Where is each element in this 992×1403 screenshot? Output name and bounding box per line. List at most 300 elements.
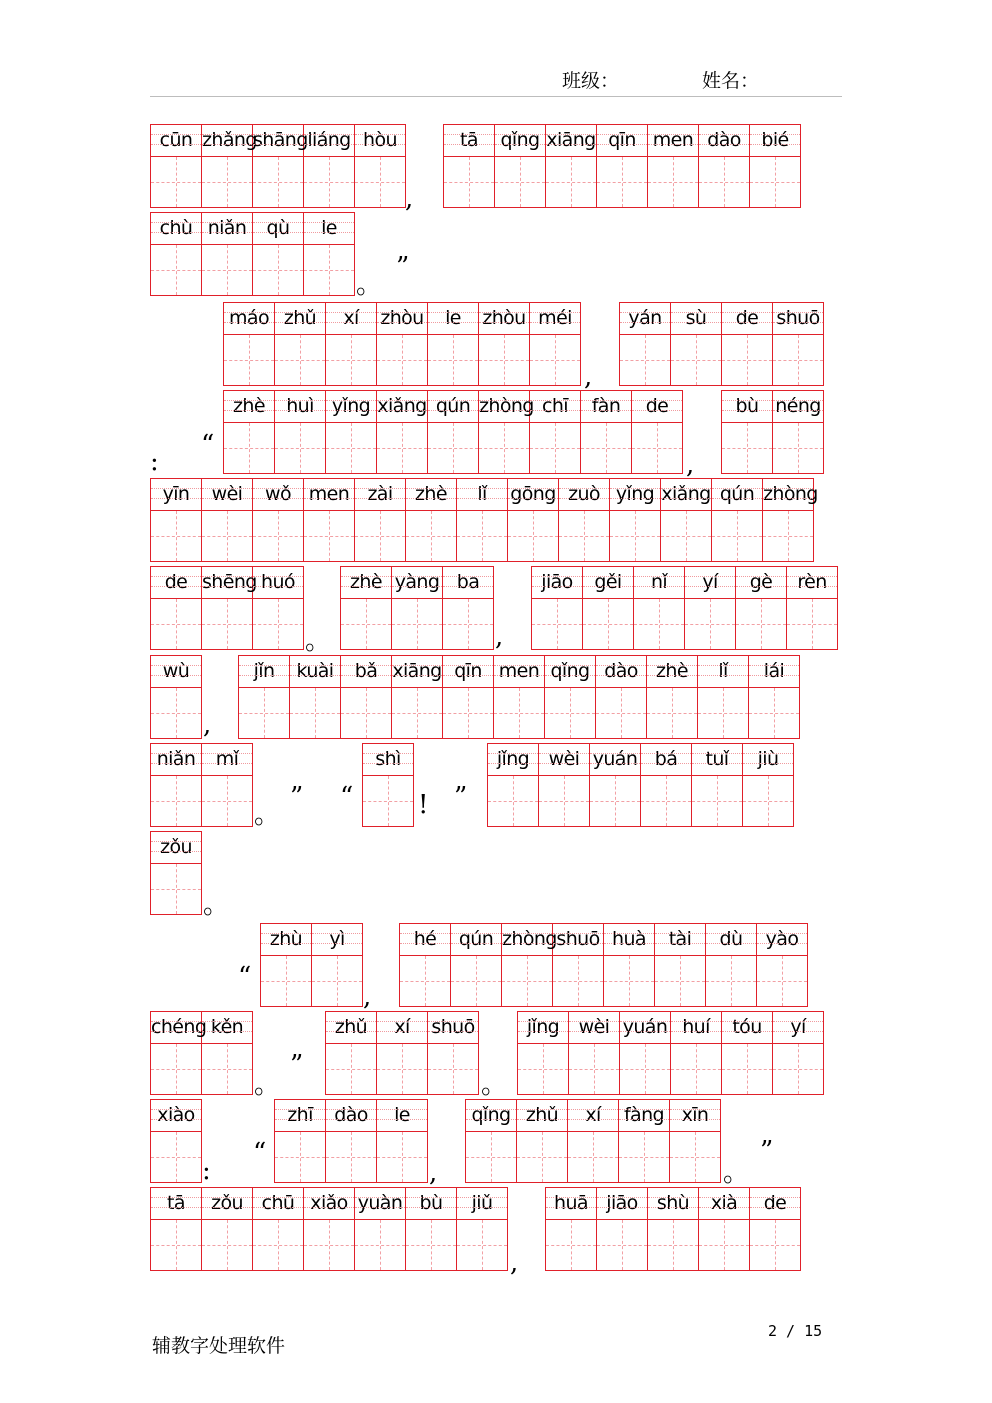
pinyin-syllable: qún xyxy=(428,391,478,421)
character-cell xyxy=(787,566,838,650)
punctuation-mark: 。 xyxy=(481,1070,508,1100)
character-cell xyxy=(326,1011,377,1095)
character-cell xyxy=(479,302,530,386)
pinyin-syllable: yǐng xyxy=(610,479,660,509)
pinyin-syllable: qǐng xyxy=(466,1100,516,1130)
pinyin-syllable: kěn xyxy=(202,1012,252,1042)
pinyin-syllable: bá xyxy=(641,744,691,774)
pinyin-syllable: xià xyxy=(699,1188,749,1218)
pinyin-syllable: le xyxy=(304,213,354,243)
character-cell xyxy=(202,1011,253,1095)
pinyin-syllable: zǒu xyxy=(151,832,201,862)
hanzi-writing-box xyxy=(457,510,507,561)
hanzi-writing-box xyxy=(648,1219,698,1270)
hanzi-writing-box xyxy=(532,598,582,649)
character-cell xyxy=(151,212,202,296)
hanzi-writing-box xyxy=(443,687,493,738)
pinyin-syllable: niǎn xyxy=(151,744,201,774)
tianzige-block xyxy=(325,1011,479,1095)
punctuation-mark: “ xyxy=(340,782,354,812)
character-cell xyxy=(253,478,304,562)
hanzi-writing-box xyxy=(326,334,376,385)
hanzi-writing-box xyxy=(377,422,427,473)
tianzige-block xyxy=(150,212,355,296)
tianzige-block xyxy=(545,1187,801,1271)
pinyin-syllable: fàng xyxy=(619,1100,669,1130)
hanzi-writing-box xyxy=(151,244,201,295)
character-cell xyxy=(670,1099,721,1183)
hanzi-writing-box xyxy=(712,510,762,561)
hanzi-writing-box xyxy=(722,422,772,473)
pinyin-syllable: wèi xyxy=(539,744,589,774)
pinyin-syllable: yàng xyxy=(392,567,442,597)
hanzi-writing-box xyxy=(253,598,303,649)
character-cell xyxy=(341,566,392,650)
character-cell xyxy=(706,923,757,1007)
hanzi-writing-box xyxy=(518,1043,568,1094)
pinyin-syllable: xiǎng xyxy=(661,479,711,509)
pinyin-syllable: jiǔ xyxy=(457,1188,507,1218)
hanzi-writing-box xyxy=(619,1131,669,1182)
pinyin-syllable: zhòu xyxy=(479,303,529,333)
character-cell xyxy=(722,1011,773,1095)
character-cell xyxy=(641,743,692,827)
pinyin-syllable: tài xyxy=(655,924,705,954)
character-cell xyxy=(502,923,557,1007)
pinyin-syllable: chū xyxy=(253,1188,303,1218)
hanzi-writing-box xyxy=(151,1219,201,1270)
tianzige-block xyxy=(517,1011,824,1095)
pinyin-syllable: gōng xyxy=(508,479,558,509)
pinyin-syllable: gěi xyxy=(583,567,633,597)
pinyin-syllable: xiāng xyxy=(392,656,442,686)
pinyin-syllable: huā xyxy=(546,1188,596,1218)
character-cell xyxy=(647,655,698,739)
pinyin-syllable: máo xyxy=(224,303,274,333)
hanzi-writing-box xyxy=(495,156,545,207)
pinyin-syllable: jiāo xyxy=(597,1188,647,1218)
character-cell xyxy=(326,390,377,474)
pinyin-syllable: zhǔ xyxy=(326,1012,376,1042)
character-cell xyxy=(275,302,326,386)
hanzi-writing-box xyxy=(202,1219,252,1270)
character-cell xyxy=(224,302,275,386)
pinyin-syllable: shuō xyxy=(553,924,603,954)
character-cell xyxy=(750,1187,801,1271)
punctuation-mark: “ xyxy=(201,430,215,460)
pinyin-syllable: chī xyxy=(530,391,580,421)
character-cell xyxy=(253,212,304,296)
character-cell xyxy=(253,566,304,650)
character-cell xyxy=(202,212,253,296)
character-cell xyxy=(773,1011,824,1095)
punctuation-mark: ” xyxy=(396,252,410,282)
character-cell xyxy=(699,124,750,208)
pinyin-syllable: tā xyxy=(151,1188,201,1218)
character-cell xyxy=(428,390,479,474)
tianzige-block xyxy=(150,1099,202,1183)
hanzi-writing-box xyxy=(224,422,274,473)
character-cell xyxy=(596,655,647,739)
character-cell xyxy=(517,1099,568,1183)
punctuation-mark: ” xyxy=(454,782,468,812)
hanzi-writing-box xyxy=(151,510,201,561)
pinyin-syllable: tóu xyxy=(722,1012,772,1042)
character-cell xyxy=(444,124,495,208)
tianzige-block xyxy=(260,923,363,1007)
pinyin-syllable: zhòng xyxy=(502,924,552,954)
hanzi-writing-box xyxy=(151,863,201,914)
pinyin-syllable: xiǎng xyxy=(377,391,427,421)
hanzi-writing-box xyxy=(648,156,698,207)
hanzi-writing-box xyxy=(620,1043,670,1094)
character-cell xyxy=(312,923,363,1007)
pinyin-syllable: yuàn xyxy=(355,1188,405,1218)
hanzi-writing-box xyxy=(326,1131,376,1182)
character-cell xyxy=(757,923,808,1007)
character-cell xyxy=(377,1011,428,1095)
pinyin-syllable: wèi xyxy=(202,479,252,509)
punctuation-mark: , xyxy=(429,1158,438,1188)
pinyin-syllable: zhī xyxy=(275,1100,325,1130)
hanzi-writing-box xyxy=(530,334,580,385)
hanzi-writing-box xyxy=(596,687,646,738)
character-cell xyxy=(151,1099,202,1183)
pinyin-syllable: shāng xyxy=(253,125,303,155)
hanzi-writing-box xyxy=(151,687,201,738)
pinyin-syllable: gè xyxy=(736,567,786,597)
character-cell xyxy=(508,478,559,562)
character-cell xyxy=(261,923,312,1007)
character-cell xyxy=(530,390,581,474)
pinyin-syllable: zhòng xyxy=(763,479,813,509)
character-cell xyxy=(545,655,596,739)
tianzige-block xyxy=(150,1187,508,1271)
character-cell xyxy=(151,1187,202,1271)
hanzi-writing-box xyxy=(553,955,603,1006)
tianzige-block xyxy=(362,743,414,827)
hanzi-writing-box xyxy=(253,510,303,561)
character-cell xyxy=(275,390,326,474)
character-cell xyxy=(610,478,661,562)
pinyin-syllable: de xyxy=(750,1188,800,1218)
pinyin-syllable: méi xyxy=(530,303,580,333)
punctuation-mark: , xyxy=(495,622,504,652)
pinyin-syllable: yuán xyxy=(620,1012,670,1042)
pinyin-syllable: chéng xyxy=(151,1012,201,1042)
hanzi-writing-box xyxy=(392,598,442,649)
pinyin-syllable: zhè xyxy=(647,656,697,686)
pinyin-syllable: zhòu xyxy=(377,303,427,333)
pinyin-syllable: wǒ xyxy=(253,479,303,509)
punctuation-mark: ! xyxy=(418,790,429,820)
tianzige-block xyxy=(150,566,304,650)
hanzi-writing-box xyxy=(546,1219,596,1270)
hanzi-writing-box xyxy=(151,1043,201,1094)
pinyin-syllable: yǐng xyxy=(326,391,376,421)
character-cell xyxy=(341,655,392,739)
character-cell xyxy=(151,831,202,915)
hanzi-writing-box xyxy=(692,775,742,826)
hanzi-writing-box xyxy=(355,1219,405,1270)
character-cell xyxy=(583,566,634,650)
hanzi-writing-box xyxy=(671,1043,721,1094)
hanzi-writing-box xyxy=(261,955,311,1006)
hanzi-writing-box xyxy=(545,687,595,738)
pinyin-syllable: lái xyxy=(749,656,799,686)
hanzi-writing-box xyxy=(736,598,786,649)
pinyin-syllable: cūn xyxy=(151,125,201,155)
pinyin-syllable: men xyxy=(304,479,354,509)
hanzi-writing-box xyxy=(304,244,354,295)
character-cell xyxy=(355,478,406,562)
character-cell xyxy=(239,655,290,739)
pinyin-syllable: de xyxy=(151,567,201,597)
hanzi-writing-box xyxy=(428,334,478,385)
pinyin-syllable: dào xyxy=(596,656,646,686)
hanzi-writing-box xyxy=(706,955,756,1006)
header-rule xyxy=(150,96,842,97)
character-cell xyxy=(443,655,494,739)
character-cell xyxy=(202,124,257,208)
punctuation-mark: “ xyxy=(238,962,252,992)
hanzi-writing-box xyxy=(632,422,682,473)
character-cell xyxy=(326,1099,377,1183)
character-cell xyxy=(377,302,428,386)
character-cell xyxy=(151,743,202,827)
pinyin-syllable: qún xyxy=(451,924,501,954)
tianzige-block xyxy=(150,655,202,739)
character-cell xyxy=(428,1011,479,1095)
character-cell xyxy=(400,923,451,1007)
pinyin-syllable: zhè xyxy=(341,567,391,597)
punctuation-mark: : xyxy=(202,1156,211,1186)
pinyin-syllable: zhù xyxy=(261,924,311,954)
hanzi-writing-box xyxy=(304,510,354,561)
character-cell xyxy=(671,1011,722,1095)
character-cell xyxy=(620,1011,671,1095)
hanzi-writing-box xyxy=(590,775,640,826)
character-cell xyxy=(749,655,800,739)
character-cell xyxy=(539,743,590,827)
character-cell xyxy=(151,478,202,562)
character-cell xyxy=(304,1187,355,1271)
hanzi-writing-box xyxy=(722,1043,772,1094)
punctuation-mark: ” xyxy=(760,1136,774,1166)
pinyin-syllable: rèn xyxy=(787,567,837,597)
character-cell xyxy=(546,124,597,208)
pinyin-syllable: tā xyxy=(444,125,494,155)
hanzi-writing-box xyxy=(406,510,456,561)
character-cell xyxy=(569,1011,620,1095)
pinyin-syllable: wù xyxy=(151,656,201,686)
character-cell xyxy=(202,1187,253,1271)
character-cell xyxy=(151,124,202,208)
pinyin-syllable: yí xyxy=(773,1012,823,1042)
punctuation-mark: 。 xyxy=(203,890,230,920)
pinyin-syllable: ba xyxy=(443,567,493,597)
pinyin-syllable: jǐn xyxy=(239,656,289,686)
hanzi-writing-box xyxy=(685,598,735,649)
tianzige-block xyxy=(238,655,800,739)
hanzi-writing-box xyxy=(202,1043,252,1094)
hanzi-writing-box xyxy=(428,422,478,473)
character-cell xyxy=(619,1099,670,1183)
character-cell xyxy=(648,1187,699,1271)
character-cell xyxy=(151,655,202,739)
hanzi-writing-box xyxy=(670,1131,720,1182)
character-cell xyxy=(597,1187,648,1271)
character-cell xyxy=(698,655,749,739)
pinyin-syllable: zuò xyxy=(559,479,609,509)
tianzige-block xyxy=(150,743,253,827)
hanzi-writing-box xyxy=(151,775,201,826)
pinyin-syllable: men xyxy=(494,656,544,686)
hanzi-writing-box xyxy=(224,334,274,385)
character-cell xyxy=(597,124,648,208)
character-cell xyxy=(559,478,610,562)
character-cell xyxy=(604,923,655,1007)
character-cell xyxy=(494,655,545,739)
character-cell xyxy=(224,390,275,474)
character-cell xyxy=(671,302,722,386)
hanzi-writing-box xyxy=(655,955,705,1006)
punctuation-mark: , xyxy=(203,710,212,740)
hanzi-writing-box xyxy=(428,1043,478,1094)
hanzi-writing-box xyxy=(699,156,749,207)
hanzi-writing-box xyxy=(400,955,450,1006)
tianzige-block xyxy=(443,124,801,208)
pinyin-syllable: zhòng xyxy=(479,391,529,421)
hanzi-writing-box xyxy=(773,422,823,473)
pinyin-syllable: bù xyxy=(722,391,772,421)
pinyin-syllable: jiāo xyxy=(532,567,582,597)
hanzi-writing-box xyxy=(568,1131,618,1182)
hanzi-writing-box xyxy=(151,156,201,207)
character-cell xyxy=(620,302,671,386)
pinyin-syllable: le xyxy=(428,303,478,333)
hanzi-writing-box xyxy=(479,334,529,385)
character-cell xyxy=(634,566,685,650)
pinyin-syllable: dào xyxy=(326,1100,376,1130)
hanzi-writing-box xyxy=(202,156,252,207)
hanzi-writing-box xyxy=(634,598,684,649)
character-cell xyxy=(692,743,743,827)
hanzi-writing-box xyxy=(749,687,799,738)
pinyin-syllable: qún xyxy=(712,479,762,509)
character-cell xyxy=(443,566,494,650)
character-cell xyxy=(773,302,824,386)
character-cell xyxy=(736,566,787,650)
pinyin-syllable: jǐng xyxy=(518,1012,568,1042)
character-cell xyxy=(457,1187,508,1271)
tianzige-block xyxy=(274,1099,428,1183)
hanzi-writing-box xyxy=(661,510,711,561)
name-label: 姓名： xyxy=(702,70,760,92)
pinyin-syllable: zǒu xyxy=(202,1188,252,1218)
hanzi-writing-box xyxy=(326,1043,376,1094)
pinyin-syllable: yuán xyxy=(590,744,640,774)
hanzi-writing-box xyxy=(392,687,442,738)
pinyin-syllable: bǎ xyxy=(341,656,391,686)
character-cell xyxy=(553,923,604,1007)
pinyin-syllable: dào xyxy=(699,125,749,155)
character-cell xyxy=(495,124,546,208)
character-cell xyxy=(406,478,457,562)
pinyin-syllable: zhè xyxy=(406,479,456,509)
hanzi-writing-box xyxy=(773,334,823,385)
pinyin-syllable: xí xyxy=(377,1012,427,1042)
hanzi-writing-box xyxy=(743,775,793,826)
character-cell xyxy=(363,743,414,827)
pinyin-syllable: huí xyxy=(671,1012,721,1042)
tianzige-block xyxy=(340,566,494,650)
hanzi-writing-box xyxy=(202,244,252,295)
hanzi-writing-box xyxy=(583,598,633,649)
footer-software: 辅教字处理软件 xyxy=(152,1335,286,1357)
hanzi-writing-box xyxy=(202,510,252,561)
tianzige-block xyxy=(150,831,202,915)
punctuation-mark: , xyxy=(584,362,593,392)
character-cell xyxy=(428,302,479,386)
pinyin-syllable: huì xyxy=(275,391,325,421)
pinyin-syllable: zhǎng xyxy=(202,125,252,155)
pinyin-syllable: zhǔ xyxy=(517,1100,567,1130)
character-cell xyxy=(699,1187,750,1271)
hanzi-writing-box xyxy=(508,510,558,561)
punctuation-mark: , xyxy=(686,450,695,480)
punctuation-mark: “ xyxy=(253,1138,267,1168)
hanzi-writing-box xyxy=(253,1219,303,1270)
hanzi-writing-box xyxy=(488,775,538,826)
character-cell xyxy=(304,212,355,296)
hanzi-writing-box xyxy=(757,955,807,1006)
pinyin-syllable: huà xyxy=(604,924,654,954)
pinyin-syllable: shēng xyxy=(202,567,252,597)
pinyin-syllable: men xyxy=(648,125,698,155)
page-number: 2 / 15 xyxy=(768,1322,823,1340)
tianzige-block xyxy=(223,390,683,474)
pinyin-syllable: zhè xyxy=(224,391,274,421)
character-cell xyxy=(355,1187,406,1271)
hanzi-writing-box xyxy=(253,244,303,295)
hanzi-writing-box xyxy=(569,1043,619,1094)
character-cell xyxy=(253,1187,304,1271)
hanzi-writing-box xyxy=(355,156,405,207)
hanzi-writing-box xyxy=(341,598,391,649)
hanzi-writing-box xyxy=(290,687,340,738)
pinyin-syllable: jiù xyxy=(743,744,793,774)
character-cell xyxy=(151,1011,207,1095)
character-cell xyxy=(253,124,308,208)
pinyin-syllable: xiāng xyxy=(546,125,596,155)
pinyin-syllable: yīn xyxy=(151,479,201,509)
character-cell xyxy=(392,655,443,739)
character-cell xyxy=(773,390,824,474)
tianzige-block xyxy=(531,566,838,650)
pinyin-syllable: néng xyxy=(773,391,823,421)
hanzi-writing-box xyxy=(699,1219,749,1270)
character-cell xyxy=(712,478,763,562)
character-cell xyxy=(750,124,801,208)
hanzi-writing-box xyxy=(750,156,800,207)
character-cell xyxy=(568,1099,619,1183)
character-cell xyxy=(202,743,253,827)
hanzi-writing-box xyxy=(341,687,391,738)
character-cell xyxy=(655,923,706,1007)
pinyin-syllable: zài xyxy=(355,479,405,509)
pinyin-syllable: qù xyxy=(253,213,303,243)
